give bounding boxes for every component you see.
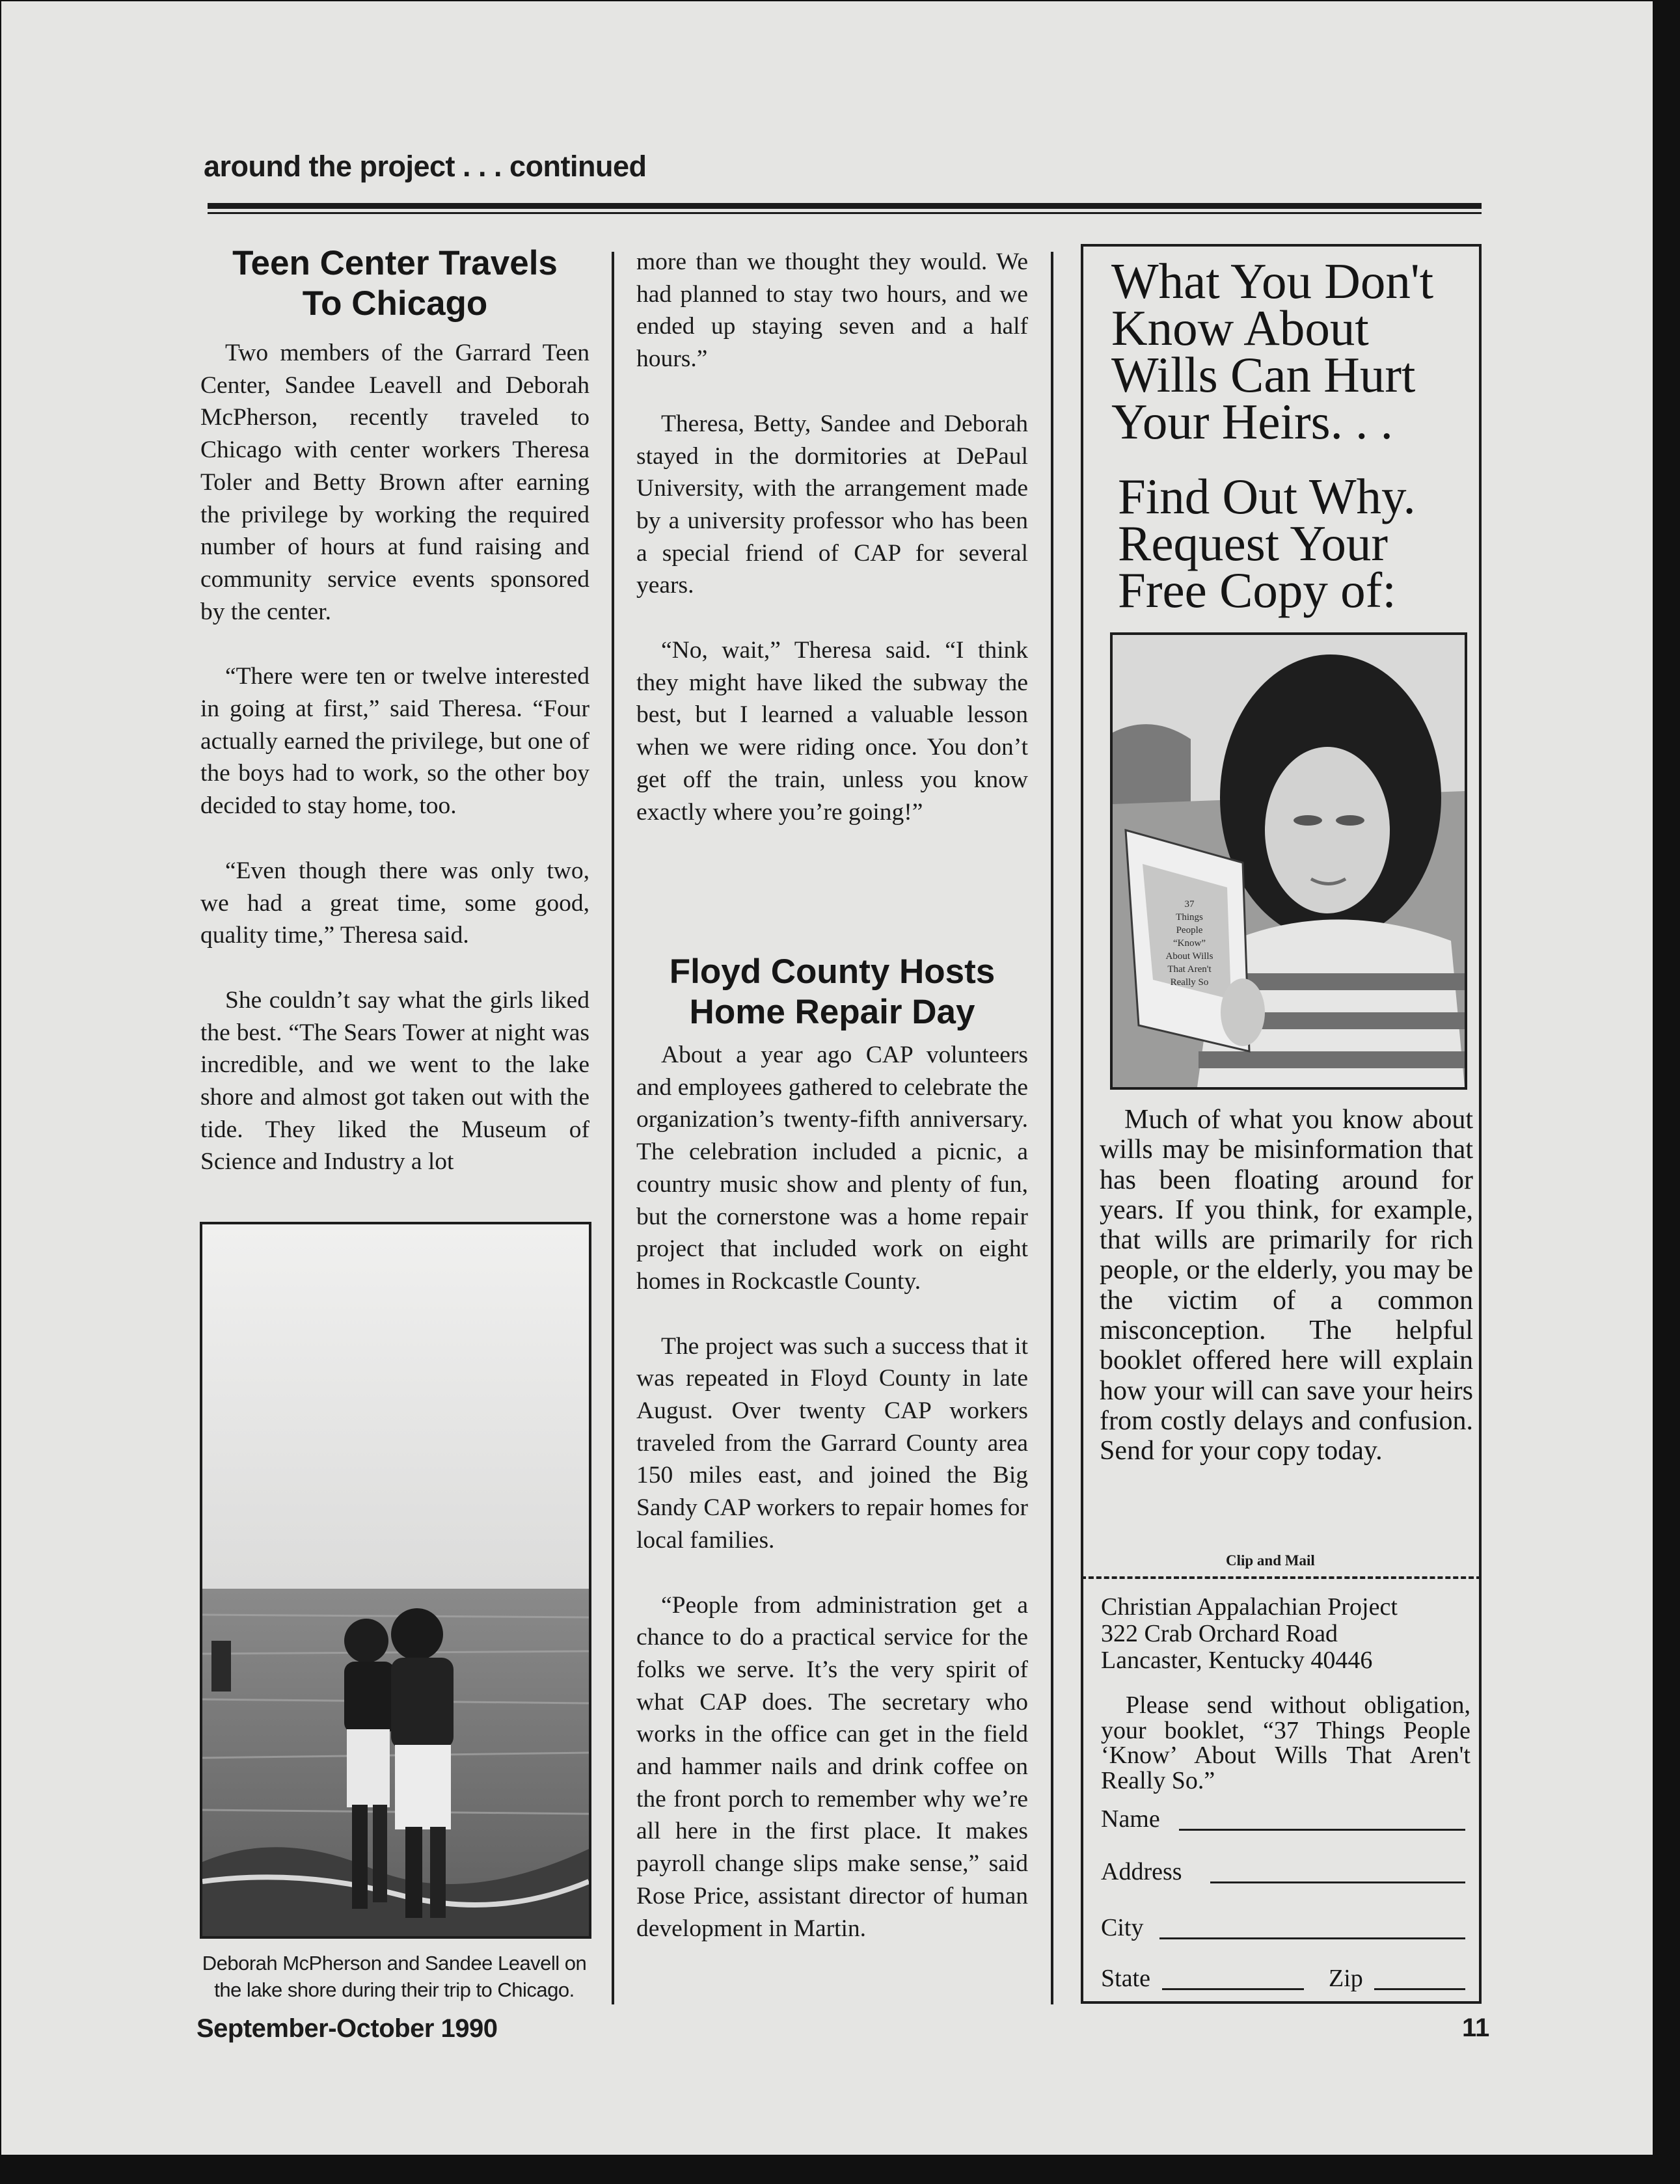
article1-paragraph: Theresa, Betty, Sandee and Deborah stayed in the dormitories at DePaul University, with the arrangement made by a university professor who has been a special friend of CAP for several years. [636,410,1028,599]
ad-title-line: Wills Can Hurt [1111,347,1416,403]
article2-paragraph: The project was such a success that it was repeated in Floyd County in late August. Over twenty CAP workers traveled from the Garrard County area 150 miles east, and joined the Big Sandy CAP workers to repair homes for local families. [636,1332,1028,1554]
ad-subtitle-line: Find Out Why. [1118,468,1416,524]
column-rule [1051,252,1053,2004]
clip-dashed-line [1081,1576,1482,1579]
svg-text:37: 37 [1184,899,1195,910]
article2-paragraph: About a year ago CAP volunteers and employees gathered to celebrate the organization’s twenty-fifth anniversary. The celebration included a picnic, a country music show and plenty of fun, but the cornerstone was a home repair project that included work on eight homes in Rockcastle County. [636,1042,1028,1295]
svg-text:About Wills: About Wills [1165,951,1213,962]
ad-title [1111,253,1476,450]
zip-label: Zip [1329,1965,1363,1992]
name-line[interactable] [1179,1829,1465,1831]
header-rule-thin [208,212,1482,214]
issue-date: September-October 1990 [196,2014,498,2043]
name-field[interactable] [1101,1803,1469,1836]
state-zip-field[interactable] [1101,1963,1469,1995]
ad-body [1100,1105,1473,1466]
address-label: Address [1101,1858,1182,1885]
teen-photo [200,1222,591,1939]
section-header: around the project . . . continued [204,150,647,183]
city-line[interactable] [1159,1937,1465,1939]
article1-continuation [636,246,1028,828]
article1-paragraph: “Even though there was only two, we had a great time, some good, quality time,” Theresa said. [200,857,589,949]
state-line[interactable] [1162,1988,1304,1990]
article1-paragraph: She couldn’t say what the girls liked the best. “The Sears Tower at night was incredible, and we went to the lake shore and almost got taken out with the tide. They liked the Museum of Science and Industry a lot [200,986,589,1176]
clip-and-mail-label: Clip and Mail [1222,1552,1319,1569]
address-line: Lancaster, Kentucky 40446 [1101,1647,1373,1674]
ad-body-text: Much of what you know about wills may be misinformation that has been floating around for years. If you think, for example, that wills are primarily for rich people, or the elderly, you may be the victim of a common misconception. The helpful booklet offered here will explain how your will can save your heirs from costly delays and confusion. Send for your copy today. [1100,1105,1473,1466]
article1-paragraph: more than we thought they would. We had planned to stay two hours, and we ended up staying seven and a half hours.” [636,249,1028,373]
city-field[interactable] [1101,1912,1469,1945]
woman-reading-booklet-photo [1113,635,1465,1087]
lake-shore-photo [202,1224,589,1936]
state-label: State [1101,1965,1150,1992]
article2-headline-line2: Home Repair Day [689,993,975,1031]
address-line-blank[interactable] [1210,1881,1465,1883]
ad-photo [1110,632,1467,1090]
svg-text:People: People [1176,925,1203,936]
article1-headline-line1: Teen Center Travels [232,244,558,282]
city-label: City [1101,1914,1144,1941]
article2-body [636,1039,1028,1945]
ad-subtitle-line: Request Your [1118,515,1389,571]
header-rule-thick [208,203,1482,209]
page-number: 11 [1462,2014,1490,2042]
article1-headline-line2: To Chicago [302,284,488,323]
name-label: Name [1101,1805,1160,1833]
address-line: 322 Crab Orchard Road [1101,1620,1338,1647]
svg-text:“Know”: “Know” [1173,938,1206,949]
article1-paragraph: Two members of the Garrard Teen Center, Sandee Leavell and Deborah McPherson, recently traveled to Chicago with center workers Theresa Toler and Betty Brown after earning the privilege by working the required number of hours at fund raising and community service events sponsored by the center. [200,340,589,625]
article2-paragraph: “People from administration get a chance to do a practical service for the folks we serve. It’s the very spirit of what CAP does. The secretary who works in the office can get in the field and hammer nails and drink coffee on the front porch to remember why we’re all here in the first place. It makes payroll change slips make sense,” said Rose Price, assistant director of human development in Martin. [636,1591,1028,1942]
zip-line[interactable] [1374,1988,1465,1990]
ad-subtitle-line: Free Copy of: [1118,562,1396,618]
svg-text:Really So: Really So [1170,977,1209,988]
request-text [1101,1693,1470,1793]
article1-headline [200,243,589,324]
article1-paragraph: “No, wait,” Theresa said. “I think they might have liked the subway the best, but I learned a valuable lesson when we were riding once. You don’t get off the train, unless you know exactly where you’re going!” [636,637,1028,826]
magazine-page [1,1,1653,2155]
ad-title-line: What You Don't [1111,253,1434,309]
svg-text:Things: Things [1176,912,1203,923]
address-line: Christian Appalachian Project [1101,1593,1398,1621]
article2-headline [636,952,1028,1032]
mailing-address [1101,1594,1478,1674]
article1-paragraph: “There were ten or twelve interested in going at first,” said Theresa. “Four actually earned the privilege, but one of the boys had to work, so the other boy decided to stay home, too. [200,663,589,820]
ad-subtitle [1118,468,1476,618]
article2-headline-line1: Floyd County Hosts [669,952,996,991]
svg-text:That Aren't: That Aren't [1167,964,1212,975]
request-paragraph: Please send without obligation, your booklet, “37 Things People ‘Know’ About Wills That Aren't Really So.” [1101,1692,1470,1794]
ad-title-line: Know About [1111,300,1369,356]
ad-title-line: Your Heirs. . . [1111,394,1393,450]
article1-body [200,337,589,1178]
address-field[interactable] [1101,1856,1469,1889]
column-rule [612,252,614,2004]
photo-caption: Deborah McPherson and Sandee Leavell on the lake shore during their trip to Chicago. [202,1952,587,2001]
